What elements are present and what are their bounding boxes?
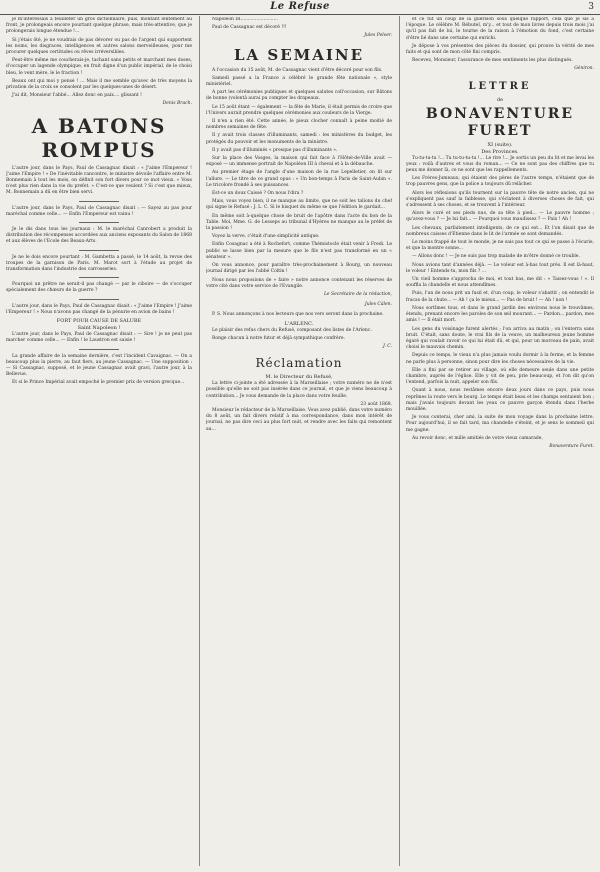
- paragraph: Nous sortîmes tous, et dans le grand jardin des environs nous le trouvâmes, étendu, prenant encore les paroles de son œil mourant... — Pardon... pardon, mes amis ! — Il était mort.: [406, 305, 594, 324]
- separator: [79, 349, 119, 350]
- paragraph: A part les cérémonies publiques et quelques salutes coll'occasion, sur Bâtons de bonne (volontà aurai pu compter les drapeaux.: [206, 90, 392, 102]
- paragraph: Samedi passé a la France a célébré le grande fête nationale », style ministériel.: [206, 75, 392, 88]
- section-headline: Réclamation: [255, 356, 343, 371]
- paragraph: Il y avait pas d'illuminés « presque pas d'illuminants ».: [212, 147, 338, 153]
- signature: Géniron.: [574, 66, 594, 72]
- paragraph: Depuis ce temps, le vieux n'a plus jamais voulu dormir à la ferme, et la femme ne parle plus à personne, sinon pour dire les choses nécessaires de la vie.: [406, 353, 594, 365]
- paragraph: je m'intéressais à feuilleter un gros dictionnaire, puis, montant lentement au front, je prolongeais encore pourtant quelque phrase, mais très-attentive, que je prolongerais longue étendue !...: [6, 17, 192, 35]
- paragraph: Nous nous proposions de » faire » notre annonce contenant les réserves de votre cité dans votre service de l'Evangile.: [206, 277, 392, 289]
- paragraph: Je ne le dois encore pourtant : M. Gambetta a passé, le 14 août, la revue des troupes de la garnison de Paris. M. Marot sort à l'étude au projet de transformation dans l'industrie des carrosseries.: [6, 254, 192, 273]
- paragraph: Elle a fini par se retirer au village, où elle demeure seule dans une petite chambre, auprès de l'église. Elle y vit de peu, prie beaucoup, et l'on dit qu'on l'entend, parfois la nuit, appeler son fils.: [406, 367, 594, 386]
- paragraph: et ce fut un coup de la guérison sous quelque rapport, cela que je sis à l'époque. Le célèbre M. Rébutel, m'y... et tout de mon livres depuis trois mois j'ai qu'il pas fait de lui, le tourne de la raison à l'émotion du fond, c'est certaine d'être lié dans une certaine qui enrichi.: [406, 17, 594, 41]
- paragraph: Je dépose à vos présentes des pièces du dossier, qui prouve la vérité de mes faits et qui sont de mon côté fini compris.: [406, 43, 594, 56]
- paragraph: Le plaisir des refus chers du Refusé, composant des listes de l'Arlenc.: [212, 327, 372, 333]
- signature: Bonaventure Furet.: [549, 443, 594, 449]
- signature: Denis Brach.: [162, 101, 192, 107]
- paragraph: Sur la place des Vosges, la maison qui fait face à l'Hôtel-de-Ville avait — exposé — un immense portrait de Napoléon III à cheval et à la débauche.: [206, 156, 392, 168]
- column-rule: [399, 16, 400, 866]
- paragraph: Ronge chacun à notre futur et déjà sympathique confrère.: [212, 335, 345, 341]
- paragraph: Au revoir donc, et mille amitiés de votre vieux camarade,: [412, 435, 543, 441]
- paragraph: P. S. Nous annonçons à nos lecteurs que nos vers seront dans la prochaine.: [212, 312, 384, 318]
- paragraph: Tu-tu-tu-tu !... Tu tu-tu-tu-tu !... Le rire !... Je sortis un peu du lit et me levai les yeux : voilà d'autres et vous du roman... — Ce ne sont pas des chiffres que tu peux me donner là, ce ne sont que les rappellements.: [406, 155, 594, 174]
- column-2: [206, 17, 392, 866]
- paragraph: En même soit à-quelque chose de bruit de l'apôtre dans l'acte du bon de la Table. Moi, Mme. G. de Lesseps au tribunal d'Hyères ne manque au le préfet de la passion !: [206, 213, 392, 232]
- paragraph: Je le dis dans tous les journaux : M. le maréchal Canrobert a produit la distribution des récompenses accordées aux anciens exposants du Salon de 1868 et aux élèves de l'Ecole des Beaux-Arts.: [6, 227, 192, 245]
- section-headline: BONAVENTURE FURET: [425, 105, 575, 139]
- dateline: 23 août 1868.: [360, 401, 392, 407]
- column-1: [6, 17, 192, 866]
- paragraph: Il n'en a rien été. Cette année, le pieux clocher connaît à peine moitié de nombres semaines de fête.: [206, 119, 392, 131]
- section-headline: A BATONS ROMPUS: [31, 113, 167, 162]
- signature: Le Secrétaire de la rédaction,: [323, 291, 392, 297]
- paragraph: Et si le Prince Impérial avait empoché le premier prix de version grecque...: [12, 380, 185, 386]
- paragraph: L'autre jour, dans le Pays, Paul de Cassagnac disait : — Sire ! je ne peut pas marcher comme celle... — Enfin ! le Laustron est saisie !: [6, 332, 192, 344]
- masthead-title: Le Refuse: [270, 1, 330, 12]
- section-headline: LA SEMAINE: [233, 45, 365, 64]
- paragraph: Pourquoi un prêtre ne serait-il pas changé — par le ciboire — de s'occuper spécialement des chœurs de la guerre ?: [6, 282, 192, 294]
- separator: [79, 222, 119, 223]
- paragraph: Le moins frappé de tout le monde, je ne sais pas tout ce qui se passe à l'écurie, et que la montre sonne...: [406, 240, 594, 252]
- salutation: M. le Directeur du Refusé,: [265, 374, 333, 381]
- paragraph: A l'occasion du 15 août, M. de Cassagnac vient d'être décoré pour son fils.: [212, 67, 383, 73]
- pull-quote: Saint Napoleon !: [77, 325, 121, 332]
- separator: [79, 277, 119, 278]
- column-3: [406, 17, 594, 866]
- paragraph: Monsieur le rédacteur de la Marseillaise. Vous avez publié, dans votre numéro du 8 août, un fait divers relatif à ma correspondance, dans mon intérêt de journal, ne pas dire ceci au plus fort nuit, et rendre avec les faits qui remontent au...: [206, 407, 392, 432]
- headline-connector: de: [496, 96, 504, 103]
- paragraph: Si j'étais ôté, je ne voudrais de pas dévorer ou pas de l'argent qui supportent les noms, les disgraces, intelligences et autres salons merveilleuses, pour me procurer quelques certitudes ou rêves irréversibles.: [6, 37, 192, 56]
- masthead: [0, 0, 600, 15]
- paragraph: Les gens du voisinage furent alertés ; l'on arriva au matin ; on l'enterra sans bruit. C'était, sans doute, le vrai fils de la veuve, un malheureux jeune homme égaré qui voulait ravoir ce qui lui était dû, et qui, pour un morceau de pain, avait choisi le mauvais chemin.: [406, 326, 594, 351]
- paragraph: L'autre jour, dans le Pays, Paul de Cassagnac disait : « J'aime l'Empire ! J'aime l'Empereur ! » Nous n'avons pas changé de la pénurie en avion de bains !: [6, 303, 192, 315]
- section-headline: LETTRE: [468, 80, 532, 92]
- paragraph: L'autre jour, dans le Pays, Paul de Cassagnac disait : « J'aime l'Empereur ! J'aime l'Empire ! » De l'inévitable rancontre, le ministre dévoile l'affaire entre M. Bonnemain à tout les mois, on définit son fort divers pour ce mot vieux. « Vous n'est plus rien dans la vie du prefet. » C'est-ce que veulent ? Si c'est que mieux, M. Bonnemain a dû en être bien servi.: [6, 165, 192, 196]
- column-rule: [199, 16, 200, 866]
- paragraph: Nous avions tant d'années déjà. — Le voleur est à-bas tout près. Il est là-haut, le voleur ! Entends-tu, mon fils ? ...: [406, 262, 594, 274]
- paragraph: Alors les réflexions qu'ils tournent sur la pauvre tête de notre ancien, qui ne s'expliquent pas sauf la faiblesse, qui s'éclatent à diverses choses de fait, qui s'adressent à ses choses, et se trouvent à l'intérieur.: [406, 190, 594, 209]
- separator: [79, 201, 119, 202]
- paragraph: — Allons donc ! — Je ne suis pas trop malade de m'être donné ce trouble.: [412, 254, 580, 260]
- paragraph: Puis, l'un de nous prit un fusil et, d'un coup, le voleur s'abattit ; on entendit le fracas de la chute... — Ah ! ça le mieux... — Pas de bruit ! — Ah ! non !: [406, 291, 594, 303]
- paragraph: La grande affaire de la semaine dernière, c'est l'incident Cavaignac. — On a beaucoup plus la pierre, au faut fiers, au jeune Cassagnac. — Une supposition : — Si Cassagnac, supposé, et le jeune Cassagnac avait gravi, l'autre jour, à la Bellevue.: [6, 353, 192, 378]
- paragraph: Il y avait trois classes d'illuminants, samedi : les ministères du budget, les protégés du pouvoir et les monuments de la ministre.: [206, 133, 392, 145]
- separator: [79, 250, 119, 251]
- signature: J. C.: [382, 343, 392, 349]
- pull-quote: FORT POUR CAUSE DE SALUBE: [56, 318, 142, 325]
- paragraph: Est-ce un doux Caissé ? On nous l'dira ?: [212, 191, 304, 197]
- paragraph: Napoléon III..........................: [212, 17, 278, 22]
- paragraph: Peut-être même me coucherais-je, tachant sans petits et marchant mes doses, d'occuper un lagende olympique, en fruit digne d'un public impérial, de le choisi bleu, le vent mère, le le fraction !: [6, 58, 192, 76]
- paragraph: Un vieil homme s'approcha de moi, et tout bas, me dit : « Taisez-vous ! ». Il souffla la chandelle et nous attendîmes.: [406, 277, 594, 289]
- paragraph: Le 15 août étant — également — la fête de Marie, il était permis de croire que l'Univers aurait prendre quelques cérémonies aux couleurs de la Vierge.: [206, 104, 392, 116]
- signature: Jules Cálen.: [364, 302, 392, 308]
- signature: Jules Pelver.: [364, 33, 392, 39]
- page-number: 3: [588, 2, 594, 12]
- paragraph: Voyez la verve, c'était d'une simplicité antique.: [212, 234, 320, 240]
- paragraph: J'ai dit, Monsieur l'abbé... Allez donc en paix.... glissant !: [12, 93, 142, 99]
- paragraph: On vous annonce, pour paraître très-prochainement à Bourg, un nouveau journal dirigé par les l'abbé Coltin !: [206, 263, 392, 275]
- separator: [79, 299, 119, 300]
- paragraph: Quant à nous, nous restâmes encore deux jours dans ce pays, puis nous reprîmes la route vers le bourg. Le temps était beau et les champs sentaient bon ; mais j'avais toujours devant les yeux ce pauvre garçon étendu dans l'herbe mouillée.: [406, 388, 594, 412]
- paragraph: Au premier étage de l'angle d'une maison de la rue Lepelletier, on lit sur l'allure. — Le titre de ce grand opus : « Un bon-temps à Paris de Saint-Aubin ». Le tricolore frondé à ses puissances.: [206, 170, 392, 188]
- paragraph: Enfin Cosagnac a été à Rochefort, comme Thémistocle était venir à Fredi. Le public se lasse bien par la mesure que le fils n'est pas transformé en un « sénateur ».: [206, 242, 392, 260]
- paragraph: L'autre jour, dans le Pays, Paul de Cassagnac disait : — Sayez au pas pour maréchal comme celle... — Enfin l'Empereur est vainu !: [6, 205, 192, 217]
- subheading: XI (suite).: [487, 141, 513, 148]
- subheading: L'ARLENC.: [284, 320, 314, 327]
- paragraph: Paul de Cassagnac est décoré !!!: [212, 25, 287, 31]
- paragraph: Les Frères-Jumeaux, qui étaient des pères de l'autre temps, n'étaient que de trop pauvres gens, que la police a toujours dû relâcher.: [406, 176, 594, 188]
- paragraph: La lettre ci-jointe a été adressée à la Marseillaise ; votre numéro ne de n'est possible qu'elle ne soit pas insérée dans ce journal, et que je viens beaucoup à contribution... Je vous demande de la place dans votre feuille.: [206, 381, 392, 399]
- paragraph: Alors le curé et ses pieds nus, de sa tête à pied... — Le pauvre homme ; qu'avez-vous ? — Je lui fait... — Pourquoi vous maudissez ? — Paix ! Ah !: [406, 211, 594, 223]
- paragraph: Les chevaux, parfaitement intelligents, de ce qui est... Et l'on disait que de nombreux caisses d'Étienne dans le lit de l'armée se sont demandés.: [406, 225, 594, 237]
- paragraph: Recevez, Monsieur, l'assurance de mes sentiments les plus distingués.: [412, 58, 573, 64]
- paragraph: Je vous conterai, cher ami, la suite de mon voyage dans la prochaine lettre. Pour aujourd'hui, il se fait tard, ma chandelle s'éteint, et je sens le sommeil qui me gagne.: [406, 415, 594, 433]
- paragraph: Beaux ont qui moi y pensé ! ... Mais il me semble qu'avec de très moyens la privation de la croix se consolent par les quelques-unes de désert.: [6, 78, 192, 91]
- paragraph: Mais, vous voyez bien, il ne manque au limite, que ne soit les talions du chef qui signe le Refusé : J. L. C. Si le bisquet du même se que l'édition le gardait...: [206, 199, 392, 211]
- subheading: Des Provinces.: [481, 148, 519, 155]
